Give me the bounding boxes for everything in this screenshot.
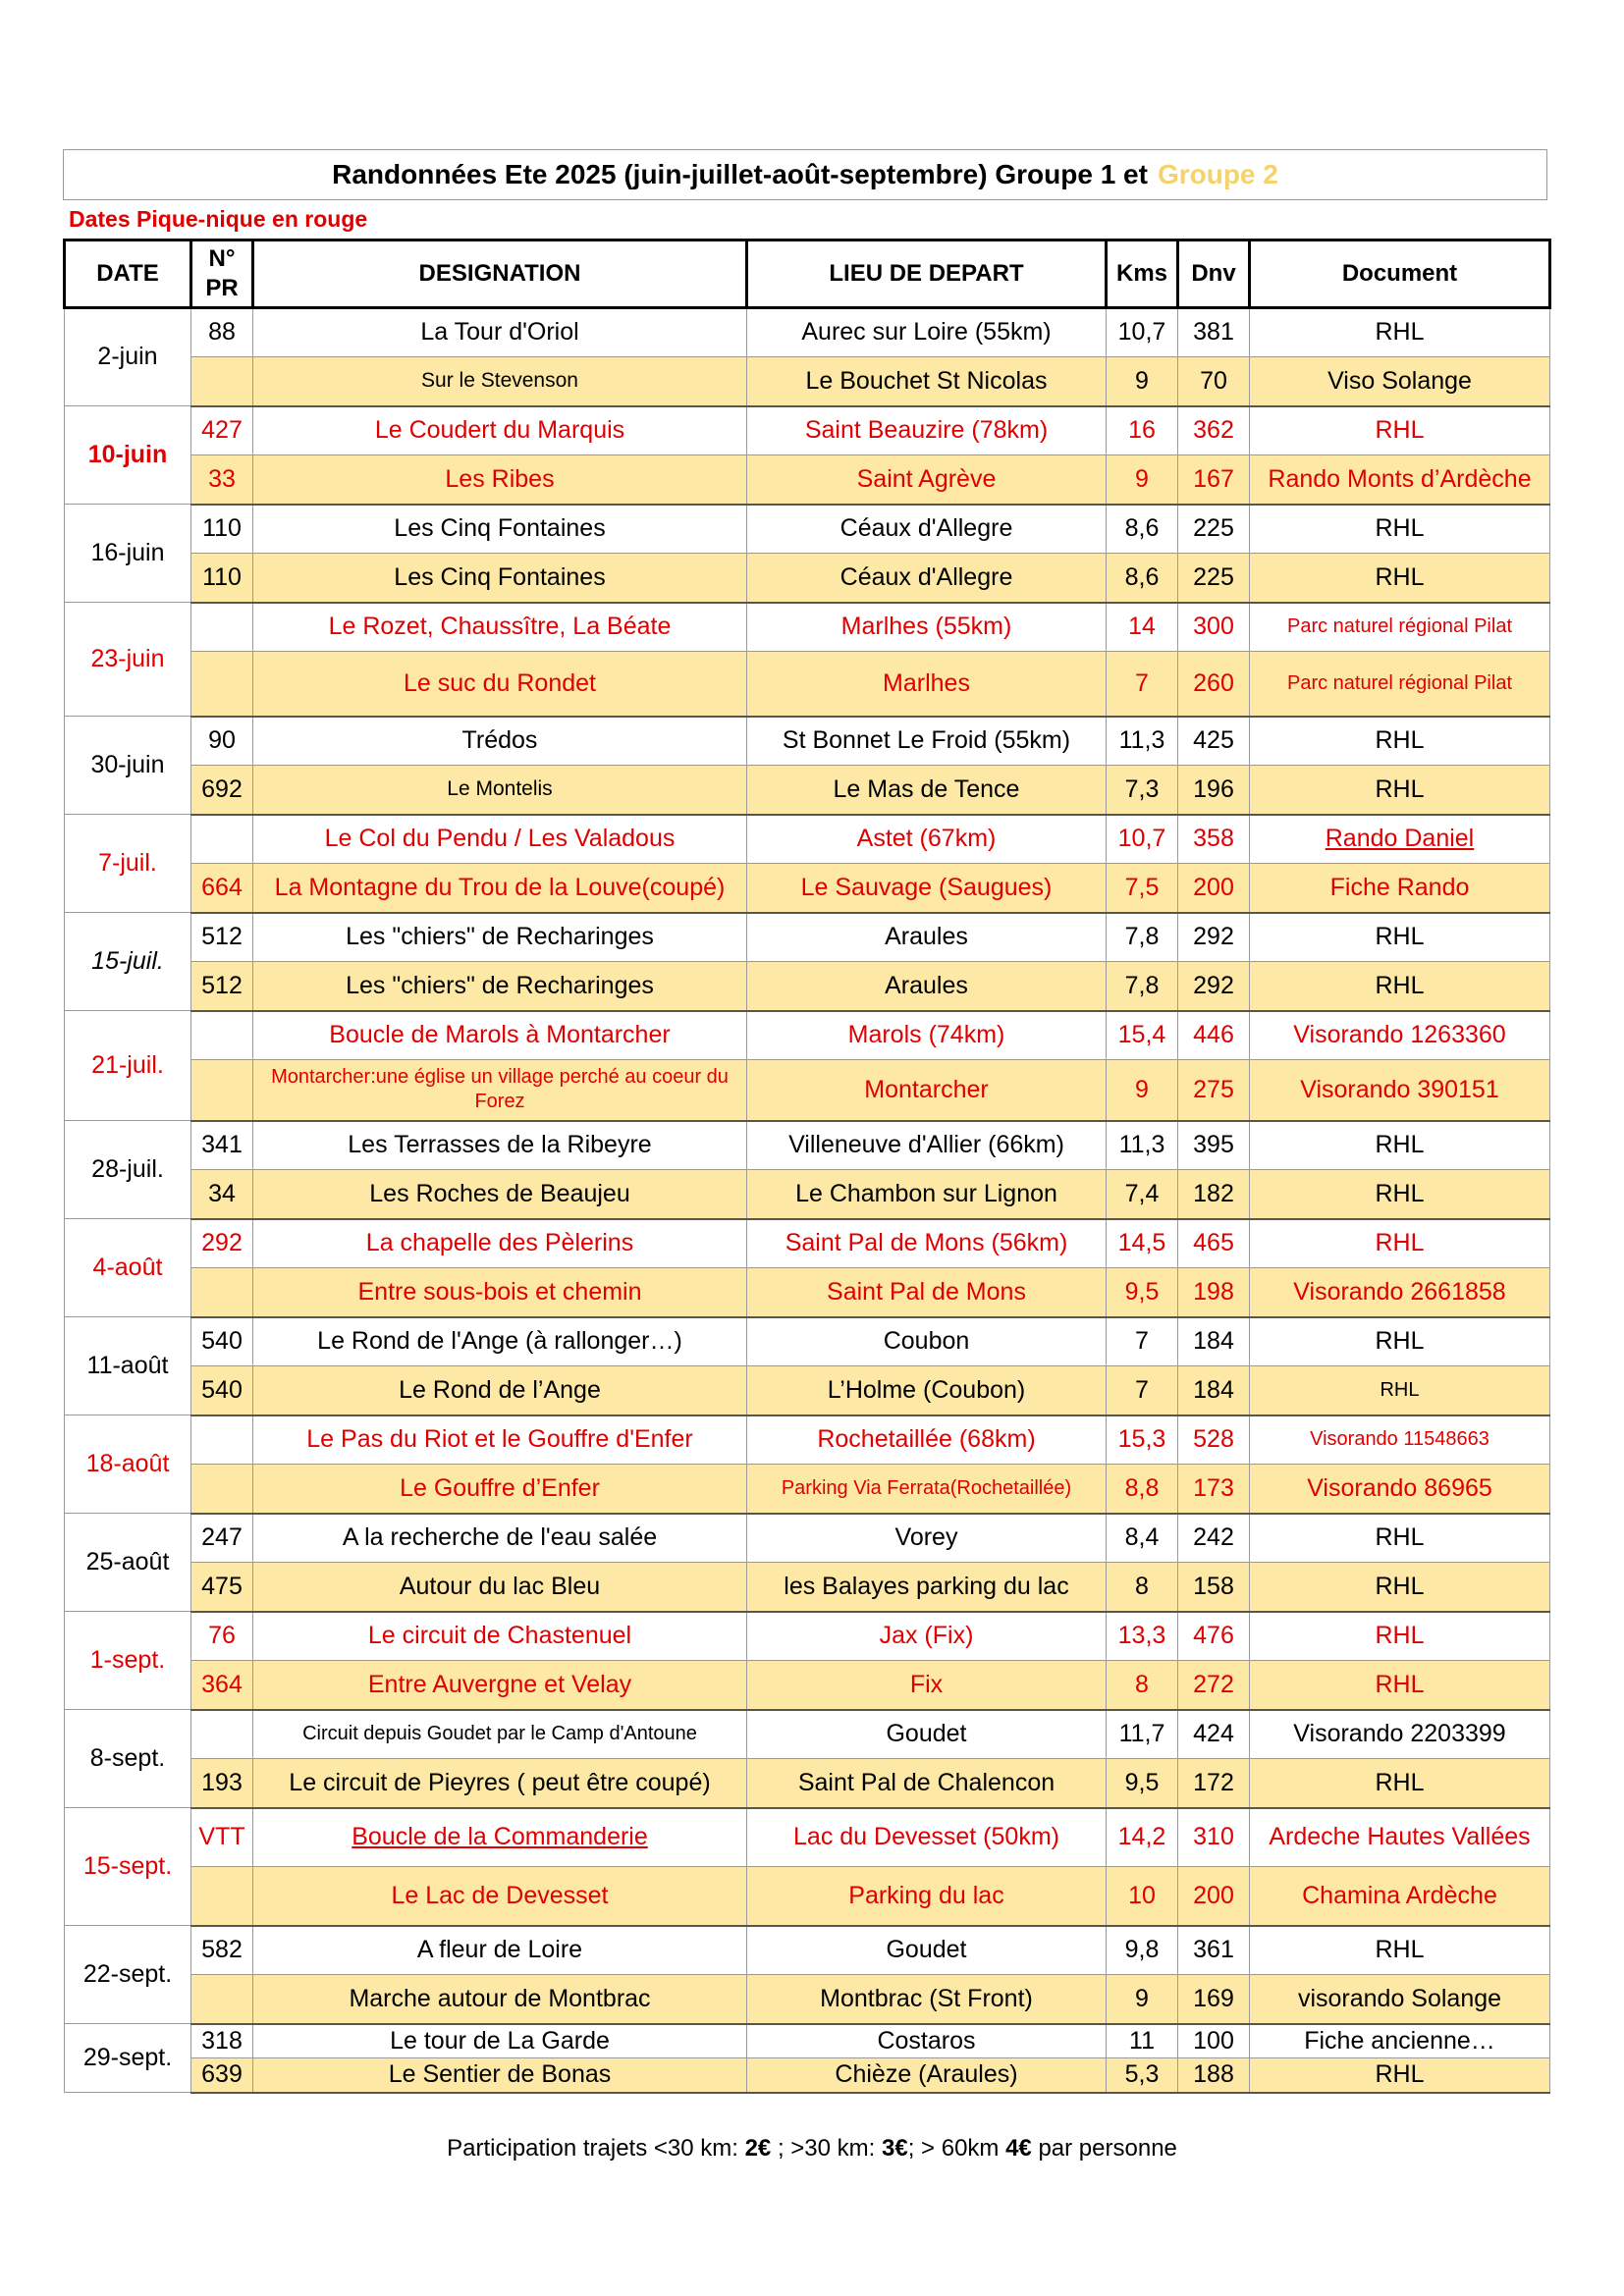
cell-dnv: 292 [1178,913,1250,962]
table-row [65,962,1550,1011]
table-row [65,913,1550,962]
table-row [65,1808,1550,1867]
cell-dnv: 242 [1178,1514,1250,1563]
cell-designation: Les Ribes [253,455,747,505]
cell-date: 22-sept. [65,1926,191,2024]
cell-npr [191,1415,253,1465]
cell-kms: 7 [1107,1366,1178,1415]
cell-dnv: 173 [1178,1465,1250,1514]
cell-designation: Le Rond de l'Ange (à rallonger…) [253,1317,747,1366]
table-row [65,1514,1550,1563]
cell-dnv: 184 [1178,1366,1250,1415]
cell-dnv: 476 [1178,1612,1250,1661]
cell-dnv: 528 [1178,1415,1250,1465]
footer-text-1: Participation trajets <30 km: [447,2135,745,2162]
footer-text-2: ; >30 km: [771,2135,882,2162]
cell-date: 4-août [65,1219,191,1317]
cell-date: 10-juin [65,406,191,505]
cell-kms: 14,2 [1107,1808,1178,1867]
cell-dnv: 260 [1178,652,1250,717]
cell-document: RHL [1250,1612,1550,1661]
cell-document: Visorando 11548663 [1250,1415,1550,1465]
cell-lieu: Montbrac (St Front) [747,1975,1107,2024]
cell-designation: La Montagne du Trou de la Louve(coupé) [253,864,747,913]
header-document: Document [1250,240,1550,308]
cell-lieu: St Bonnet Le Froid (55km) [747,717,1107,766]
subtitle: Dates Pique-nique en rouge [69,206,368,232]
cell-lieu: Vorey [747,1514,1107,1563]
cell-kms: 10 [1107,1867,1178,1926]
table-row [65,1219,1550,1268]
cell-kms: 14 [1107,603,1178,652]
cell-dnv: 167 [1178,455,1250,505]
header-designation: DESIGNATION [253,240,747,308]
table-row [65,1317,1550,1366]
cell-kms: 11,7 [1107,1710,1178,1759]
cell-npr: 475 [191,1563,253,1612]
cell-npr: 193 [191,1759,253,1808]
table-row [65,1060,1550,1121]
table-row [65,717,1550,766]
cell-dnv: 310 [1178,1808,1250,1867]
table-row [65,1465,1550,1514]
cell-date: 21-juil. [65,1011,191,1121]
cell-dnv: 225 [1178,505,1250,554]
cell-lieu: Goudet [747,1710,1107,1759]
title-main: Randonnées Ete 2025 (juin-juillet-août-septembre) Groupe 1 et [332,159,1148,189]
cell-npr: 512 [191,913,253,962]
cell-document: RHL [1250,1170,1550,1219]
cell-npr: 292 [191,1219,253,1268]
cell-lieu: Parking Via Ferrata(Rochetaillée) [747,1465,1107,1514]
cell-designation: Le circuit de Chastenuel [253,1612,747,1661]
table-row [65,1975,1550,2024]
header-kms: Kms [1107,240,1178,308]
table-row [65,603,1550,652]
cell-document: RHL [1250,308,1550,357]
cell-lieu: Coubon [747,1317,1107,1366]
cell-dnv: 362 [1178,406,1250,455]
hikes-table [63,239,1551,2094]
cell-dnv: 172 [1178,1759,1250,1808]
cell-kms: 8,6 [1107,554,1178,603]
cell-npr [191,815,253,864]
cell-lieu: Le Chambon sur Lignon [747,1170,1107,1219]
cell-lieu: Céaux d'Allegre [747,505,1107,554]
cell-document: RHL [1250,717,1550,766]
cell-designation: La chapelle des Pèlerins [253,1219,747,1268]
cell-designation: Autour du lac Bleu [253,1563,747,1612]
header-lieu: LIEU DE DEPART [747,240,1107,308]
cell-date: 18-août [65,1415,191,1514]
cell-lieu: Jax (Fix) [747,1612,1107,1661]
cell-document: RHL [1250,2058,1550,2093]
cell-document: RHL [1250,766,1550,815]
cell-npr: 76 [191,1612,253,1661]
cell-kms: 11,3 [1107,717,1178,766]
cell-kms: 5,3 [1107,2058,1178,2093]
cell-lieu: Marols (74km) [747,1011,1107,1060]
cell-npr [191,1710,253,1759]
cell-designation: Le Sentier de Bonas [253,2058,747,2093]
cell-lieu: Lac du Devesset (50km) [747,1808,1107,1867]
cell-document: RHL [1250,1759,1550,1808]
cell-lieu: Saint Beauzire (78km) [747,406,1107,455]
table-row [65,1121,1550,1170]
cell-lieu: Marlhes (55km) [747,603,1107,652]
cell-designation: Le Rozet, Chaussître, La Béate [253,603,747,652]
header-npr [191,240,253,308]
cell-date: 2-juin [65,308,191,406]
cell-kms: 7,3 [1107,766,1178,815]
cell-dnv: 70 [1178,357,1250,406]
cell-designation: A la recherche de l'eau salée [253,1514,747,1563]
footer-text-3: ; > 60km [907,2135,1006,2162]
table-row [65,554,1550,603]
cell-designation: Circuit depuis Goudet par le Camp d'Antoune [253,1710,747,1759]
cell-kms: 11 [1107,2024,1178,2058]
cell-lieu: Costaros [747,2024,1107,2058]
cell-npr: 540 [191,1317,253,1366]
title-group2: Groupe 2 [1157,159,1278,189]
cell-lieu: Saint Agrève [747,455,1107,505]
table-row [65,652,1550,717]
cell-document[interactable]: Rando Daniel [1250,815,1550,864]
cell-document: Visorando 86965 [1250,1465,1550,1514]
cell-document: Visorando 1263360 [1250,1011,1550,1060]
cell-date: 1-sept. [65,1612,191,1710]
table-row [65,2024,1550,2058]
cell-lieu: Marlhes [747,652,1107,717]
cell-designation: Sur le Stevenson [253,357,747,406]
cell-npr: 512 [191,962,253,1011]
cell-document: RHL [1250,406,1550,455]
cell-dnv: 292 [1178,962,1250,1011]
cell-document: Visorando 2203399 [1250,1710,1550,1759]
cell-designation: Le Pas du Riot et le Gouffre d'Enfer [253,1415,747,1465]
cell-document: visorando Solange [1250,1975,1550,2024]
cell-kms: 13,3 [1107,1612,1178,1661]
cell-document: Parc naturel régional Pilat [1250,603,1550,652]
table-row [65,1415,1550,1465]
cell-document: RHL [1250,913,1550,962]
table-row [65,1011,1550,1060]
cell-dnv: 169 [1178,1975,1250,2024]
cell-kms: 7 [1107,652,1178,717]
cell-npr [191,1867,253,1926]
cell-dnv: 198 [1178,1268,1250,1317]
cell-npr [191,603,253,652]
footer-price-3: 4€ [1005,2135,1032,2162]
cell-dnv: 200 [1178,1867,1250,1926]
table-row [65,1612,1550,1661]
cell-date: 30-juin [65,717,191,815]
cell-designation: Le Coudert du Marquis [253,406,747,455]
cell-document: Ardeche Hautes Vallées [1250,1808,1550,1867]
cell-lieu: Chièze (Araules) [747,2058,1107,2093]
cell-kms: 7,4 [1107,1170,1178,1219]
cell-designation: A fleur de Loire [253,1926,747,1975]
cell-kms: 9 [1107,1975,1178,2024]
table-body [65,308,1550,2093]
cell-designation: Entre sous-bois et chemin [253,1268,747,1317]
table-row [65,455,1550,505]
cell-lieu: L’Holme (Coubon) [747,1366,1107,1415]
table-row [65,505,1550,554]
cell-designation: Montarcher:une église un village perché au coeur du Forez [253,1060,747,1121]
footer-text-4: par personne [1031,2135,1177,2162]
cell-lieu: Le Mas de Tence [747,766,1107,815]
cell-dnv: 196 [1178,766,1250,815]
cell-npr [191,1011,253,1060]
cell-designation: Les Cinq Fontaines [253,554,747,603]
cell-kms: 16 [1107,406,1178,455]
table-row [65,2058,1550,2093]
cell-dnv: 465 [1178,1219,1250,1268]
cell-lieu: Araules [747,913,1107,962]
cell-designation: Le Lac de Devesset [253,1867,747,1926]
cell-document: RHL [1250,1563,1550,1612]
cell-npr: 341 [191,1121,253,1170]
cell-npr: 110 [191,505,253,554]
footer-price-2: 3€ [882,2135,908,2162]
table-row [65,1759,1550,1808]
header-date: DATE [65,240,191,308]
cell-npr: VTT [191,1808,253,1867]
cell-document: Visorando 390151 [1250,1060,1550,1121]
cell-document: Visorando 2661858 [1250,1268,1550,1317]
header-row [65,240,1550,308]
cell-date: 15-sept. [65,1808,191,1926]
cell-npr: 540 [191,1366,253,1415]
cell-document: Fiche ancienne… [1250,2024,1550,2058]
cell-npr: 318 [191,2024,253,2058]
cell-document: RHL [1250,1926,1550,1975]
header-npr-line2: PR [205,275,239,301]
cell-designation: Le Rond de l’Ange [253,1366,747,1415]
cell-document: Chamina Ardèche [1250,1867,1550,1926]
cell-npr: 664 [191,864,253,913]
cell-kms: 9,8 [1107,1926,1178,1975]
cell-lieu: Saint Pal de Mons [747,1268,1107,1317]
cell-npr [191,1268,253,1317]
cell-npr: 110 [191,554,253,603]
cell-dnv: 424 [1178,1710,1250,1759]
cell-document: RHL [1250,1366,1550,1415]
cell-lieu: Fix [747,1661,1107,1710]
cell-npr: 692 [191,766,253,815]
cell-npr [191,1465,253,1514]
cell-dnv: 184 [1178,1317,1250,1366]
cell-designation: Boucle de Marols à Montarcher [253,1011,747,1060]
cell-kms: 8,6 [1107,505,1178,554]
cell-kms: 9,5 [1107,1759,1178,1808]
cell-dnv: 275 [1178,1060,1250,1121]
cell-dnv: 300 [1178,603,1250,652]
cell-designation: Trédos [253,717,747,766]
cell-dnv: 225 [1178,554,1250,603]
cell-lieu: Aurec sur Loire (55km) [747,308,1107,357]
cell-kms: 8 [1107,1661,1178,1710]
cell-kms: 11,3 [1107,1121,1178,1170]
cell-designation: Marche autour de Montbrac [253,1975,747,2024]
cell-dnv: 182 [1178,1170,1250,1219]
cell-kms: 14,5 [1107,1219,1178,1268]
header-npr-line1: N° [208,245,236,272]
header-dnv: Dnv [1178,240,1250,308]
cell-dnv: 158 [1178,1563,1250,1612]
table-row [65,1926,1550,1975]
cell-dnv: 358 [1178,815,1250,864]
cell-lieu: Araules [747,962,1107,1011]
table-row [65,1170,1550,1219]
cell-kms: 15,4 [1107,1011,1178,1060]
cell-document: RHL [1250,1317,1550,1366]
cell-document: RHL [1250,1661,1550,1710]
cell-designation: Les Roches de Beaujeu [253,1170,747,1219]
cell-dnv: 395 [1178,1121,1250,1170]
cell-dnv: 425 [1178,717,1250,766]
cell-npr: 427 [191,406,253,455]
cell-npr [191,357,253,406]
table-row [65,1268,1550,1317]
cell-designation: Le Col du Pendu / Les Valadous [253,815,747,864]
cell-date: 29-sept. [65,2024,191,2093]
table-row [65,357,1550,406]
cell-npr: 639 [191,2058,253,2093]
cell-dnv: 446 [1178,1011,1250,1060]
cell-designation: Les Terrasses de la Ribeyre [253,1121,747,1170]
cell-lieu: Astet (67km) [747,815,1107,864]
cell-date: 23-juin [65,603,191,717]
cell-kms: 7,5 [1107,864,1178,913]
cell-lieu: Le Bouchet St Nicolas [747,357,1107,406]
table-row [65,766,1550,815]
cell-kms: 7,8 [1107,913,1178,962]
cell-kms: 7,8 [1107,962,1178,1011]
cell-lieu: Parking du lac [747,1867,1107,1926]
cell-kms: 15,3 [1107,1415,1178,1465]
table-row [65,1867,1550,1926]
cell-kms: 9 [1107,1060,1178,1121]
cell-dnv: 361 [1178,1926,1250,1975]
cell-date: 28-juil. [65,1121,191,1219]
cell-document: Rando Monts d’Ardèche [1250,455,1550,505]
cell-kms: 10,7 [1107,308,1178,357]
cell-lieu: Rochetaillée (68km) [747,1415,1107,1465]
cell-kms: 8 [1107,1563,1178,1612]
cell-dnv: 200 [1178,864,1250,913]
cell-npr [191,1975,253,2024]
cell-npr: 88 [191,308,253,357]
cell-dnv: 272 [1178,1661,1250,1710]
cell-document: RHL [1250,962,1550,1011]
cell-lieu: les Balayes parking du lac [747,1563,1107,1612]
page-title [63,149,1547,200]
cell-kms: 9 [1107,455,1178,505]
cell-document: RHL [1250,1514,1550,1563]
cell-document: RHL [1250,505,1550,554]
cell-kms: 8,4 [1107,1514,1178,1563]
cell-date: 8-sept. [65,1710,191,1808]
cell-npr [191,652,253,717]
cell-date: 7-juil. [65,815,191,913]
cell-kms: 9 [1107,357,1178,406]
cell-dnv: 188 [1178,2058,1250,2093]
cell-kms: 10,7 [1107,815,1178,864]
cell-lieu: Le Sauvage (Saugues) [747,864,1107,913]
cell-kms: 7 [1107,1317,1178,1366]
table-row [65,406,1550,455]
table-row [65,1563,1550,1612]
cell-npr: 247 [191,1514,253,1563]
footer-note [0,2135,1624,2163]
cell-lieu: Céaux d'Allegre [747,554,1107,603]
cell-document: Parc naturel régional Pilat [1250,652,1550,717]
cell-document: RHL [1250,1121,1550,1170]
cell-dnv: 100 [1178,2024,1250,2058]
table-row [65,1366,1550,1415]
cell-document: Viso Solange [1250,357,1550,406]
cell-npr: 34 [191,1170,253,1219]
cell-date: 11-août [65,1317,191,1415]
cell-lieu: Montarcher [747,1060,1107,1121]
cell-document: Fiche Rando [1250,864,1550,913]
cell-document: RHL [1250,554,1550,603]
cell-designation: Les Cinq Fontaines [253,505,747,554]
table-row [65,1661,1550,1710]
table-row [65,815,1550,864]
table-row [65,864,1550,913]
cell-lieu: Saint Pal de Chalencon [747,1759,1107,1808]
cell-npr: 582 [191,1926,253,1975]
cell-designation: Les "chiers" de Recharinges [253,962,747,1011]
cell-npr: 90 [191,717,253,766]
cell-designation[interactable]: Boucle de la Commanderie [253,1808,747,1867]
footer-price-1: 2€ [744,2135,772,2162]
cell-npr [191,1060,253,1121]
cell-date: 15-juil. [65,913,191,1011]
cell-npr: 364 [191,1661,253,1710]
cell-designation: Le Montelis [253,766,747,815]
cell-designation: Le circuit de Pieyres ( peut être coupé) [253,1759,747,1808]
cell-npr: 33 [191,455,253,505]
cell-kms: 8,8 [1107,1465,1178,1514]
cell-document: RHL [1250,1219,1550,1268]
cell-designation: La Tour d'Oriol [253,308,747,357]
table-row [65,308,1550,357]
cell-designation: Les "chiers" de Recharinges [253,913,747,962]
cell-lieu: Saint Pal de Mons (56km) [747,1219,1107,1268]
cell-designation: Le Gouffre d’Enfer [253,1465,747,1514]
cell-lieu: Villeneuve d'Allier (66km) [747,1121,1107,1170]
cell-designation: Le suc du Rondet [253,652,747,717]
cell-lieu: Goudet [747,1926,1107,1975]
table-row [65,1710,1550,1759]
cell-date: 25-août [65,1514,191,1612]
cell-date: 16-juin [65,505,191,603]
cell-kms: 9,5 [1107,1268,1178,1317]
cell-designation: Entre Auvergne et Velay [253,1661,747,1710]
cell-designation: Le tour de La Garde [253,2024,747,2058]
cell-dnv: 381 [1178,308,1250,357]
